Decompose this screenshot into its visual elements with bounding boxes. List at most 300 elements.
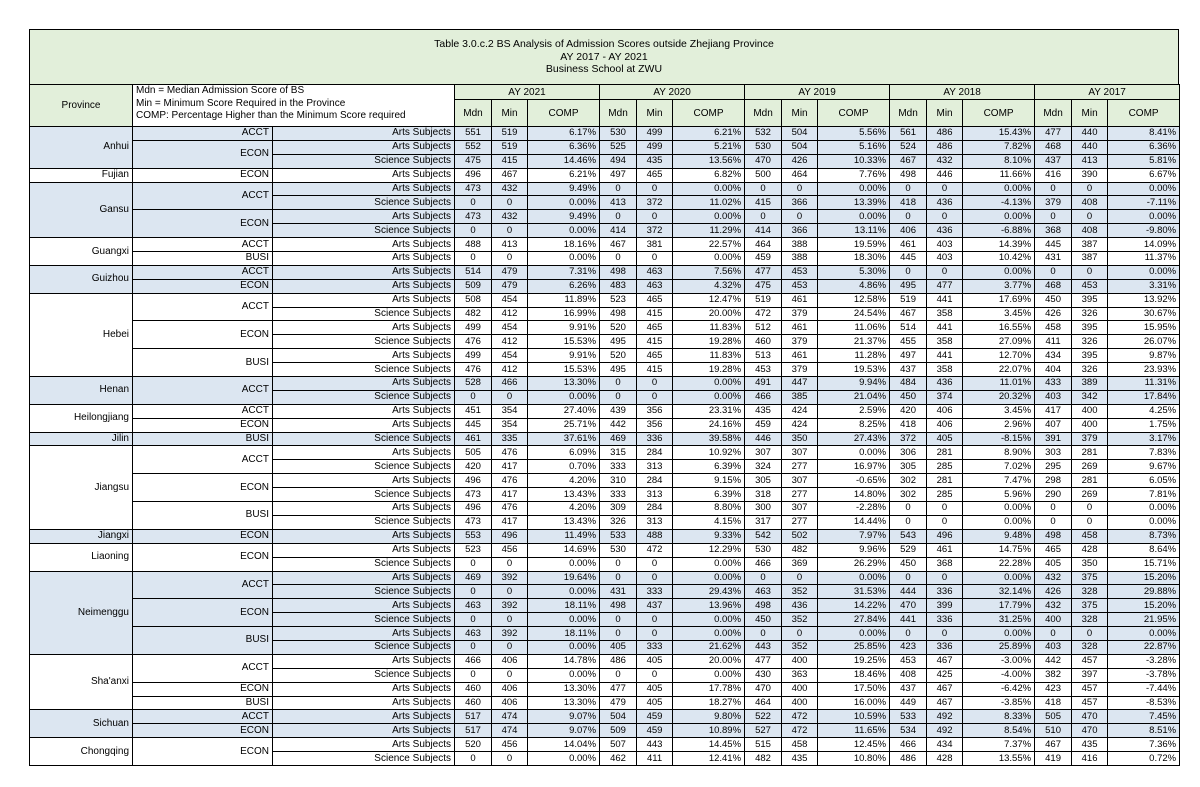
- minimum-score-cell: 465: [637, 168, 673, 182]
- median-score-cell: 0: [455, 196, 492, 210]
- minimum-score-cell: 0: [637, 668, 673, 682]
- minimum-score-cell: 0: [492, 390, 528, 404]
- comp-percentage-cell: 4.15%: [673, 515, 745, 529]
- minimum-score-cell: 313: [637, 515, 673, 529]
- comp-percentage-cell: -3.78%: [1108, 668, 1180, 682]
- median-score-cell: 476: [455, 363, 492, 377]
- minimum-score-cell: 413: [492, 238, 528, 252]
- median-score-cell: 368: [1035, 224, 1072, 238]
- minimum-score-cell: 465: [637, 321, 673, 335]
- minimum-score-cell: 405: [637, 654, 673, 668]
- comp-percentage-cell: 8.90%: [963, 446, 1035, 460]
- province-cell: Gansu: [30, 182, 133, 238]
- median-score-cell: 495: [600, 363, 637, 377]
- median-score-cell: 418: [1035, 696, 1072, 710]
- comp-percentage-cell: 0.00%: [528, 224, 600, 238]
- median-score-cell: 473: [455, 210, 492, 224]
- minimum-score-cell: 375: [1072, 599, 1108, 613]
- minimum-score-cell: 457: [1072, 696, 1108, 710]
- comp-percentage-cell: 8.33%: [963, 710, 1035, 724]
- comp-percentage-cell: -4.13%: [963, 196, 1035, 210]
- median-score-cell: 486: [890, 752, 927, 766]
- minimum-score-cell: 379: [1072, 432, 1108, 446]
- minimum-score-cell: 486: [927, 127, 963, 141]
- median-score-cell: 307: [745, 446, 782, 460]
- comp-percentage-cell: 0.00%: [1108, 265, 1180, 279]
- subject-cell: Science Subjects: [273, 307, 455, 321]
- comp-percentage-cell: 6.36%: [528, 140, 600, 154]
- comp-percentage-cell: -8.15%: [963, 432, 1035, 446]
- province-cell: Sichuan: [30, 710, 133, 738]
- minimum-score-cell: 277: [782, 488, 818, 502]
- comp-percentage-cell: 19.28%: [673, 363, 745, 377]
- median-score-cell: 507: [600, 738, 637, 752]
- comp-percentage-cell: 14.69%: [528, 543, 600, 557]
- median-score-cell: 437: [890, 363, 927, 377]
- comp-percentage-cell: 0.00%: [528, 196, 600, 210]
- minimum-score-cell: 395: [1072, 321, 1108, 335]
- province-cell: Jiangsu: [30, 446, 133, 529]
- median-score-cell: 317: [745, 515, 782, 529]
- minimum-score-cell: 368: [927, 557, 963, 571]
- median-score-cell: 512: [745, 321, 782, 335]
- minimum-score-cell: 284: [637, 474, 673, 488]
- median-score-cell: 470: [890, 599, 927, 613]
- comp-percentage-cell: 0.00%: [673, 210, 745, 224]
- median-score-cell: 305: [745, 474, 782, 488]
- comp-percentage-cell: 15.71%: [1108, 557, 1180, 571]
- subject-cell: Science Subjects: [273, 752, 455, 766]
- minimum-score-cell: 375: [1072, 571, 1108, 585]
- comp-percentage-cell: 6.26%: [528, 279, 600, 293]
- comp-percentage-cell: 20.32%: [963, 390, 1035, 404]
- minimum-score-cell: 397: [1072, 668, 1108, 682]
- minimum-score-cell: 440: [1072, 127, 1108, 141]
- minimum-score-cell: 388: [782, 238, 818, 252]
- subject-cell: Science Subjects: [273, 390, 455, 404]
- comp-percentage-cell: 12.29%: [673, 543, 745, 557]
- minimum-score-cell: 432: [492, 210, 528, 224]
- comp-percentage-cell: 7.97%: [818, 529, 890, 543]
- minimum-score-cell: 413: [1072, 154, 1108, 168]
- major-cell: BUSI: [133, 696, 273, 710]
- comp-percentage-cell: 11.66%: [963, 168, 1035, 182]
- median-score-cell: 543: [890, 529, 927, 543]
- comp-percentage-cell: -3.28%: [1108, 654, 1180, 668]
- minimum-score-cell: 463: [637, 279, 673, 293]
- minimum-score-cell: 0: [1072, 627, 1108, 641]
- comp-percentage-cell: 11.02%: [673, 196, 745, 210]
- median-score-cell: 417: [1035, 404, 1072, 418]
- median-score-cell: 473: [455, 515, 492, 529]
- minimum-score-cell: 488: [637, 529, 673, 543]
- median-score-cell: 486: [600, 654, 637, 668]
- minimum-score-cell: 499: [637, 127, 673, 141]
- minimum-score-cell: 326: [1072, 335, 1108, 349]
- minimum-score-cell: 336: [927, 613, 963, 627]
- minimum-score-cell: 436: [927, 196, 963, 210]
- comp-percentage-cell: 11.89%: [528, 293, 600, 307]
- minimum-score-cell: 415: [492, 154, 528, 168]
- comp-percentage-cell: 17.50%: [818, 682, 890, 696]
- comp-percentage-cell: 14.45%: [673, 738, 745, 752]
- comp-percentage-cell: 5.16%: [818, 140, 890, 154]
- median-score-cell: 420: [890, 404, 927, 418]
- comp-percentage-cell: 0.00%: [818, 627, 890, 641]
- table-row: [30, 446, 1180, 460]
- comp-percentage-cell: 4.20%: [528, 474, 600, 488]
- comp-percentage-cell: 13.96%: [673, 599, 745, 613]
- minimum-score-cell: 400: [782, 682, 818, 696]
- comp-percentage-cell: 7.37%: [963, 738, 1035, 752]
- minimum-score-cell: 0: [492, 668, 528, 682]
- comp-percentage-cell: -7.11%: [1108, 196, 1180, 210]
- minimum-score-cell: 479: [492, 265, 528, 279]
- median-score-cell: 517: [455, 724, 492, 738]
- minimum-score-cell: 454: [492, 349, 528, 363]
- legend-min: Min = Minimum Score Required in the Province: [136, 97, 346, 109]
- major-cell: ECON: [133, 529, 273, 543]
- table-row: [30, 182, 1180, 196]
- comp-percentage-cell: 13.39%: [818, 196, 890, 210]
- median-score-cell: 461: [455, 432, 492, 446]
- subject-cell: Arts Subjects: [273, 627, 455, 641]
- subject-cell: Arts Subjects: [273, 404, 455, 418]
- median-score-cell: 491: [745, 377, 782, 391]
- comp-percentage-cell: 20.00%: [673, 654, 745, 668]
- major-cell: ACCT: [133, 377, 273, 405]
- comp-percentage-cell: 21.04%: [818, 390, 890, 404]
- comp-percentage-cell: 0.00%: [673, 627, 745, 641]
- minimum-score-cell: 415: [637, 335, 673, 349]
- median-score-cell: 505: [455, 446, 492, 460]
- minimum-score-cell: 434: [927, 738, 963, 752]
- median-score-cell: 498: [600, 599, 637, 613]
- comp-percentage-cell: 0.00%: [673, 252, 745, 266]
- median-score-cell: 400: [1035, 613, 1072, 627]
- median-score-cell: 472: [745, 307, 782, 321]
- subject-cell: Science Subjects: [273, 335, 455, 349]
- minimum-score-cell: 412: [492, 307, 528, 321]
- minimum-score-cell: 405: [927, 432, 963, 446]
- minimum-score-cell: 465: [637, 349, 673, 363]
- median-score-cell: 446: [745, 432, 782, 446]
- minimum-score-cell: 387: [1072, 252, 1108, 266]
- minimum-score-cell: 454: [492, 293, 528, 307]
- comp-percentage-cell: 14.75%: [963, 543, 1035, 557]
- minimum-score-cell: 399: [927, 599, 963, 613]
- median-score-cell: 496: [455, 502, 492, 516]
- comp-percentage-cell: 1.75%: [1108, 418, 1180, 432]
- subject-cell: Science Subjects: [273, 196, 455, 210]
- minimum-score-cell: 499: [637, 140, 673, 154]
- comp-percentage-cell: 6.21%: [673, 127, 745, 141]
- median-score-cell: 382: [1035, 668, 1072, 682]
- table-row: [30, 654, 1180, 668]
- median-score-cell: 415: [745, 196, 782, 210]
- median-score-cell: 551: [455, 127, 492, 141]
- median-score-cell: 310: [600, 474, 637, 488]
- minimum-score-cell: 435: [1072, 738, 1108, 752]
- median-score-cell: 0: [455, 668, 492, 682]
- minimum-score-cell: 0: [1072, 210, 1108, 224]
- median-score-cell: 464: [745, 238, 782, 252]
- minimum-score-cell: 474: [492, 710, 528, 724]
- comp-percentage-cell: 9.33%: [673, 529, 745, 543]
- minimum-score-cell: 269: [1072, 488, 1108, 502]
- subject-cell: Arts Subjects: [273, 265, 455, 279]
- median-score-cell: 450: [1035, 293, 1072, 307]
- median-score-cell: 0: [455, 557, 492, 571]
- minimum-score-cell: 395: [1072, 293, 1108, 307]
- median-score-cell: 496: [455, 474, 492, 488]
- comp-percentage-cell: 12.58%: [818, 293, 890, 307]
- median-score-cell: 453: [890, 654, 927, 668]
- comp-percentage-cell: 14.46%: [528, 154, 600, 168]
- minimum-score-cell: 461: [927, 543, 963, 557]
- median-score-cell: 453: [745, 363, 782, 377]
- comp-percentage-cell: 15.53%: [528, 363, 600, 377]
- comp-percentage-cell: 27.84%: [818, 613, 890, 627]
- median-score-cell: 455: [890, 335, 927, 349]
- minimum-score-cell: 417: [492, 488, 528, 502]
- median-score-cell: 0: [1035, 265, 1072, 279]
- comp-percentage-cell: 18.11%: [528, 599, 600, 613]
- column-header-mdn: Mdn: [1035, 100, 1072, 127]
- comp-percentage-cell: 23.31%: [673, 404, 745, 418]
- legend-cell: [133, 85, 455, 127]
- comp-percentage-cell: 8.25%: [818, 418, 890, 432]
- subject-cell: Arts Subjects: [273, 543, 455, 557]
- subject-cell: Science Subjects: [273, 640, 455, 654]
- table-row: [30, 238, 1180, 252]
- median-score-cell: 449: [890, 696, 927, 710]
- subject-cell: Arts Subjects: [273, 418, 455, 432]
- minimum-score-cell: 356: [637, 404, 673, 418]
- comp-percentage-cell: 18.11%: [528, 627, 600, 641]
- comp-percentage-cell: 0.00%: [1108, 210, 1180, 224]
- minimum-score-cell: 504: [782, 127, 818, 141]
- median-score-cell: 426: [1035, 585, 1072, 599]
- median-score-cell: 451: [455, 404, 492, 418]
- column-header-comp: COMP: [818, 100, 890, 127]
- province-cell: Sha'anxi: [30, 654, 133, 710]
- minimum-score-cell: 0: [637, 182, 673, 196]
- minimum-score-cell: 358: [927, 335, 963, 349]
- minimum-score-cell: 496: [492, 529, 528, 543]
- minimum-score-cell: 424: [782, 418, 818, 432]
- major-cell: BUSI: [133, 502, 273, 530]
- column-header-mdn: Mdn: [600, 100, 637, 127]
- minimum-score-cell: 284: [637, 502, 673, 516]
- comp-percentage-cell: -7.44%: [1108, 682, 1180, 696]
- column-header-comp: COMP: [963, 100, 1035, 127]
- major-cell: BUSI: [133, 252, 273, 266]
- comp-percentage-cell: 8.51%: [1108, 724, 1180, 738]
- median-score-cell: 406: [890, 224, 927, 238]
- median-score-cell: 517: [455, 710, 492, 724]
- minimum-score-cell: 379: [782, 307, 818, 321]
- minimum-score-cell: 441: [927, 349, 963, 363]
- comp-percentage-cell: 25.89%: [963, 640, 1035, 654]
- median-score-cell: 523: [455, 543, 492, 557]
- comp-percentage-cell: 11.49%: [528, 529, 600, 543]
- minimum-score-cell: 472: [637, 543, 673, 557]
- comp-percentage-cell: -9.80%: [1108, 224, 1180, 238]
- comp-percentage-cell: 12.41%: [673, 752, 745, 766]
- median-score-cell: 435: [745, 404, 782, 418]
- median-score-cell: 484: [890, 377, 927, 391]
- minimum-score-cell: 313: [637, 460, 673, 474]
- major-cell: ECON: [133, 279, 273, 293]
- comp-percentage-cell: 9.87%: [1108, 349, 1180, 363]
- minimum-score-cell: 358: [927, 307, 963, 321]
- comp-percentage-cell: 5.56%: [818, 127, 890, 141]
- minimum-score-cell: 406: [927, 404, 963, 418]
- comp-percentage-cell: 31.53%: [818, 585, 890, 599]
- median-score-cell: 466: [890, 738, 927, 752]
- comp-percentage-cell: 31.25%: [963, 613, 1035, 627]
- major-cell: BUSI: [133, 349, 273, 377]
- comp-percentage-cell: 17.79%: [963, 599, 1035, 613]
- median-score-cell: 418: [890, 418, 927, 432]
- minimum-score-cell: 477: [927, 279, 963, 293]
- comp-percentage-cell: 12.70%: [963, 349, 1035, 363]
- table-row: [30, 627, 1180, 641]
- minimum-score-cell: 277: [782, 460, 818, 474]
- median-score-cell: 379: [1035, 196, 1072, 210]
- comp-percentage-cell: 3.31%: [1108, 279, 1180, 293]
- median-score-cell: 431: [1035, 252, 1072, 266]
- column-header-comp: COMP: [1108, 100, 1180, 127]
- comp-percentage-cell: 16.97%: [818, 460, 890, 474]
- province-cell: Liaoning: [30, 543, 133, 571]
- minimum-score-cell: 463: [637, 265, 673, 279]
- subject-cell: Arts Subjects: [273, 710, 455, 724]
- comp-percentage-cell: 10.42%: [963, 252, 1035, 266]
- major-cell: ACCT: [133, 404, 273, 418]
- minimum-score-cell: 456: [492, 543, 528, 557]
- minimum-score-cell: 0: [637, 627, 673, 641]
- comp-percentage-cell: 0.00%: [528, 585, 600, 599]
- median-score-cell: 514: [455, 265, 492, 279]
- minimum-score-cell: 0: [927, 627, 963, 641]
- median-score-cell: 463: [455, 599, 492, 613]
- median-score-cell: 419: [1035, 752, 1072, 766]
- median-score-cell: 533: [890, 710, 927, 724]
- median-score-cell: 295: [1035, 460, 1072, 474]
- table-row: [30, 696, 1180, 710]
- minimum-score-cell: 466: [492, 377, 528, 391]
- minimum-score-cell: 519: [492, 140, 528, 154]
- median-score-cell: 498: [600, 265, 637, 279]
- minimum-score-cell: 381: [637, 238, 673, 252]
- minimum-score-cell: 328: [1072, 640, 1108, 654]
- major-cell: ACCT: [133, 182, 273, 210]
- minimum-score-cell: 436: [927, 224, 963, 238]
- median-score-cell: 0: [455, 390, 492, 404]
- comp-percentage-cell: 0.00%: [673, 377, 745, 391]
- comp-percentage-cell: 13.55%: [963, 752, 1035, 766]
- comp-percentage-cell: 12.47%: [673, 293, 745, 307]
- table-row: [30, 140, 1180, 154]
- median-score-cell: 315: [600, 446, 637, 460]
- comp-percentage-cell: 7.81%: [1108, 488, 1180, 502]
- median-score-cell: 411: [1035, 335, 1072, 349]
- minimum-score-cell: 284: [637, 446, 673, 460]
- median-score-cell: 0: [455, 252, 492, 266]
- table-row: [30, 127, 1180, 141]
- median-score-cell: 515: [745, 738, 782, 752]
- median-score-cell: 497: [600, 168, 637, 182]
- minimum-score-cell: 0: [492, 752, 528, 766]
- comp-percentage-cell: 9.96%: [818, 543, 890, 557]
- comp-percentage-cell: 0.00%: [963, 627, 1035, 641]
- comp-percentage-cell: 6.36%: [1108, 140, 1180, 154]
- comp-percentage-cell: 0.00%: [963, 265, 1035, 279]
- median-score-cell: 509: [455, 279, 492, 293]
- minimum-score-cell: 335: [492, 432, 528, 446]
- comp-percentage-cell: 0.00%: [673, 571, 745, 585]
- median-score-cell: 437: [890, 682, 927, 696]
- minimum-score-cell: 417: [492, 515, 528, 529]
- comp-percentage-cell: 14.80%: [818, 488, 890, 502]
- province-cell: Guizhou: [30, 265, 133, 293]
- table-row: [30, 543, 1180, 557]
- comp-percentage-cell: 25.71%: [528, 418, 600, 432]
- median-score-cell: 333: [600, 460, 637, 474]
- subject-cell: Arts Subjects: [273, 682, 455, 696]
- minimum-score-cell: 392: [492, 571, 528, 585]
- minimum-score-cell: 333: [637, 585, 673, 599]
- comp-percentage-cell: 7.83%: [1108, 446, 1180, 460]
- median-score-cell: 0: [890, 571, 927, 585]
- median-score-cell: 0: [455, 613, 492, 627]
- subject-cell: Science Subjects: [273, 432, 455, 446]
- column-header-min: Min: [1072, 100, 1108, 127]
- minimum-score-cell: 447: [782, 377, 818, 391]
- median-score-cell: 528: [455, 377, 492, 391]
- major-cell: ACCT: [133, 127, 273, 141]
- median-score-cell: 530: [745, 140, 782, 154]
- minimum-score-cell: 307: [782, 446, 818, 460]
- table-row: [30, 724, 1180, 738]
- minimum-score-cell: 0: [637, 557, 673, 571]
- subject-cell: Science Subjects: [273, 585, 455, 599]
- subject-cell: Arts Subjects: [273, 446, 455, 460]
- comp-percentage-cell: 8.10%: [963, 154, 1035, 168]
- minimum-score-cell: 406: [927, 418, 963, 432]
- legend-comp: COMP: Percentage Higher than the Minimum Score required: [136, 110, 406, 121]
- comp-percentage-cell: 15.53%: [528, 335, 600, 349]
- comp-percentage-cell: 5.96%: [963, 488, 1035, 502]
- median-score-cell: 450: [745, 613, 782, 627]
- table-row: [30, 279, 1180, 293]
- median-score-cell: 0: [890, 265, 927, 279]
- comp-percentage-cell: 27.09%: [963, 335, 1035, 349]
- median-score-cell: 504: [600, 710, 637, 724]
- minimum-score-cell: 0: [492, 613, 528, 627]
- subject-cell: Arts Subjects: [273, 377, 455, 391]
- subject-cell: Arts Subjects: [273, 252, 455, 266]
- minimum-score-cell: 476: [492, 502, 528, 516]
- median-score-cell: 0: [600, 252, 637, 266]
- subject-cell: Science Subjects: [273, 460, 455, 474]
- subject-cell: Arts Subjects: [273, 738, 455, 752]
- median-score-cell: 445: [455, 418, 492, 432]
- minimum-score-cell: 328: [1072, 613, 1108, 627]
- comp-percentage-cell: 0.00%: [673, 668, 745, 682]
